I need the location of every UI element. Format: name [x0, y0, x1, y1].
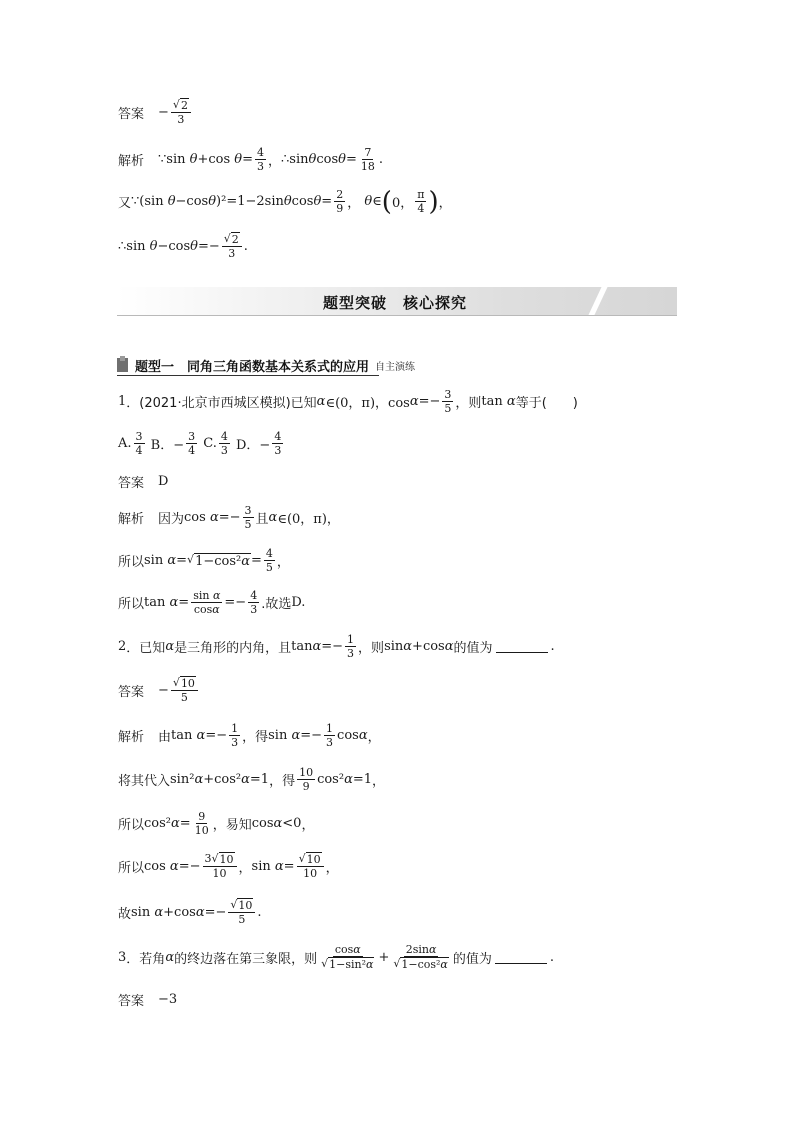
- problem-2-analysis-3: 所以 cos² α = $\frac{9}{10}$ ，易知 cos α <0 ，: [118, 810, 315, 837]
- section-banner: [117, 287, 677, 315]
- problem-1-analysis-3: 所以 tan α = $\frac{\text{sin α}}{\cos\alpha}$ =− $\frac{4}{3}$ .故选 D.: [118, 589, 306, 616]
- subsection-title: 题型一 同角三角函数基本关系式的应用: [135, 359, 370, 375]
- problem-2-analysis-5: 故 sin α +cos α =− √ 10 5 .: [118, 898, 262, 926]
- section-title: 题型突破 核心探究: [323, 294, 468, 312]
- bookmark-icon: [117, 358, 128, 372]
- problem-2-analysis-1: 解析 由 tan α =− $\frac{1}{3}$ ，得 sin α =− $\frac{1}{3}$ cos α ，: [118, 722, 381, 749]
- answer-label: 答案: [118, 106, 145, 122]
- answer-value: −3: [158, 992, 178, 1007]
- answer-value: D: [158, 474, 169, 489]
- problem-2-analysis-2: 将其代入 sin² α +cos² α =1 ，得 $\frac{10}{9}$ cos² α =1 ，: [118, 766, 386, 793]
- top-analysis-line1: 解析 ∵sin θ +cos θ = $\frac{4}{3}$ ， ∴sin θ cos θ = $\frac{7}{18}$ .: [118, 146, 383, 173]
- subsection-tag: 自主演练: [375, 361, 416, 373]
- problem-2-analysis-4: 所以 cos α =− 3 √ 10 10 ， sin α = √ 10 10 ，: [118, 852, 339, 880]
- problem-1-options: A. $\frac{3}{4}$ B．− $\frac{3}{4}$ C. $\frac{4}{3}$ D．− $\frac{4}{3}$: [118, 430, 282, 457]
- problem-1-answer: 答案 D: [118, 474, 169, 491]
- top-answer: 答案 − √ 2 3: [118, 98, 193, 126]
- problem-2-stem: 2 ． 已知 α 是三角形的内角，且 tan α =− $\frac{1}{3}$ ，则 sin α +cos α 的值为 .: [118, 633, 555, 660]
- top-analysis-line2: 又 ∵(sin θ −cos θ )²=1−2sin θ cos θ = $\frac{2}{9}$ ， θ ∈ ( 0， $\frac{\pi}{4}$ ) ，: [118, 186, 452, 217]
- problem-1-analysis-1: 解析 因为 cos α =− $\frac{3}{5}$ 且 α ∈(0，π)，: [118, 504, 340, 531]
- problem-number: 1: [118, 394, 127, 409]
- subsection-header: [117, 356, 415, 374]
- answer-blank: [496, 640, 548, 653]
- problem-2-answer: 答案 − √ 10 5: [118, 676, 200, 704]
- problem-3-answer: 答案 −3: [118, 992, 178, 1009]
- problem-1-analysis-2: 所以 sin α = √ 1−cos²α = $\frac{4}{5}$ ，: [118, 547, 290, 574]
- analysis-label: 解析: [118, 154, 145, 169]
- problem-3-stem: 3 ． 若角 α 的终边落在第三象限，则 cosα √ 1−sin²α + 2sinα √ 1−cos²α 的值为 .: [118, 943, 555, 971]
- top-analysis-line3: ∴sin θ −cos θ =− √ 2 3 .: [118, 232, 248, 260]
- problem-1-stem: 1 ． (2021·北京市西城区模拟)已知 α ∈(0，π)，cos α =− $\frac{3}{5}$ ，则 tan α 等于( ): [118, 388, 578, 415]
